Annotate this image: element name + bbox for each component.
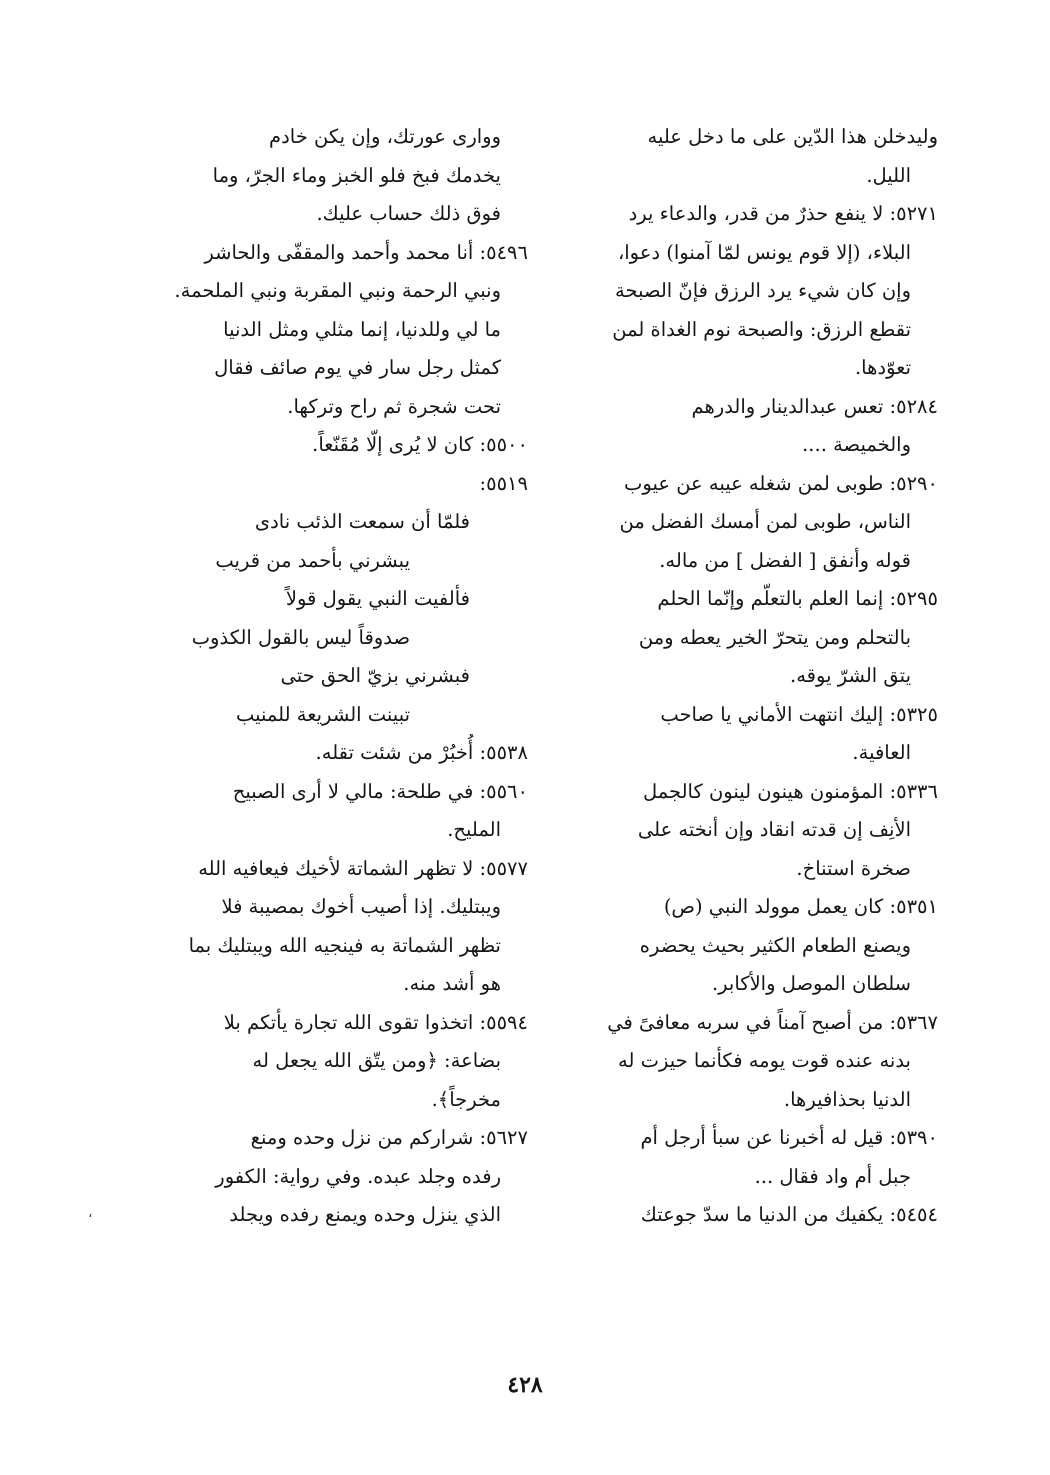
text-line: الليل. bbox=[866, 163, 911, 187]
text-line: ٥٦٢٧: شراركم من نزل وحده ومنع bbox=[250, 1126, 528, 1149]
text-line: ٥٣٢٥: إليك انتهت الأماني يا صاحب bbox=[660, 702, 938, 726]
text-line: ٥٢٨٤: تعس عبدالدينار والدرهم bbox=[691, 394, 938, 418]
text-line: وليدخلن هذا الدّين على ما دخل عليه bbox=[647, 125, 938, 148]
text-line: صخرة استناخ. bbox=[796, 856, 911, 880]
text-line: سلطان الموصل والأكابر. bbox=[711, 972, 911, 995]
text-line: تحت شجرة ثم راح وتركها. bbox=[287, 394, 501, 418]
text-line: ما لي وللدنيا، إنما مثلي ومثل الدنيا bbox=[223, 317, 501, 341]
text-line: ويبتليك. إذا أصيب أخوك بمصيبة فلا bbox=[221, 895, 501, 918]
text-line: ٥٥٧٧: لا تظهر الشماتة لأخيك فيعافيه الله bbox=[198, 856, 528, 880]
text-line: جبل أم واد فقال ... bbox=[754, 1164, 911, 1188]
text-line: ٥٤٥٤: يكفيك من الدنيا ما سدّ جوعتك bbox=[640, 1203, 938, 1226]
text-line: ٥٥٦٠: في طلحة: مالي لا أرى الصبيح bbox=[232, 779, 528, 803]
text-line: ونبي الرحمة ونبي المقربة ونبي الملحمة. bbox=[174, 279, 501, 302]
text-line: بضاعة: ﴿ومن يتّق الله يجعل له bbox=[252, 1049, 501, 1072]
text-line: الذي ينزل وحده ويمنع رفده ويجلد bbox=[229, 1203, 501, 1226]
poem-verse: فلمّا أن سمعت الذئب نادى bbox=[254, 510, 470, 533]
text-line: بدنه عنده قوت يومه فكأنما حيزت له bbox=[618, 1049, 911, 1072]
text-line: كمثل رجل سار في يوم صائف فقال bbox=[214, 356, 501, 379]
text-line: ٥٣٣٦: المؤمنون هينون لينون كالجمل bbox=[642, 779, 938, 803]
text-line: تظهر الشماتة به فينجيه الله ويبتليك بما bbox=[188, 933, 501, 957]
poem-verse: فبشرني بزيّ الحق حتى bbox=[280, 664, 470, 687]
text-line: الأنِف إن قدته انقاد وإن أنخته على bbox=[637, 818, 911, 841]
poem-verse: تبينت الشريعة للمنيب bbox=[235, 702, 410, 726]
poem-verse: فألفيت النبي يقول قولاً bbox=[285, 587, 470, 610]
text-line: ٥٢٧١: لا ينفع حذرٌ من قدر، والدعاء يرد bbox=[628, 202, 938, 225]
left-text-column bbox=[156, 118, 528, 1235]
text-line: قوله وأنفق [ الفضل ] من ماله. bbox=[659, 548, 911, 572]
text-line: يتق الشرّ يوقه. bbox=[790, 664, 911, 687]
text-line: مخرجاً﴾. bbox=[431, 1087, 501, 1111]
text-line: الناس، طوبى لمن أمسك الفضل من bbox=[619, 510, 911, 533]
page-number: ٤٢٨ bbox=[507, 1372, 543, 1398]
text-line: ٥٥١٩: bbox=[479, 471, 528, 495]
poem-verse: صدوقاً ليس بالقول الكذوب bbox=[191, 625, 410, 649]
text-line: ٥٣٩٠: قيل له أخبرنا عن سبأ أرجل أم bbox=[640, 1126, 938, 1149]
text-line: العافية. bbox=[852, 741, 911, 764]
text-line: ٥٥٣٨: أُخبُرْ من شئت تقله. bbox=[315, 741, 528, 764]
text-line: ٥٣٥١: كان يعمل موولد النبي (ص) bbox=[663, 895, 938, 918]
margin-mark: ، bbox=[88, 1205, 93, 1221]
poem-verse: يبشرني بأحمد من قريب bbox=[215, 548, 410, 572]
text-line: ٥٢٩٥: إنما العلم بالتعلّم وإنّما الحلم bbox=[657, 587, 938, 610]
text-line: تعوّدها. bbox=[854, 356, 911, 379]
text-line: يخدمك فبخ فلو الخبز وماء الجرّ، وما bbox=[212, 163, 501, 187]
text-line: ٥٥٠٠: كان لا يُرى إلّا مُقَنّعاً. bbox=[312, 433, 528, 456]
text-line: ٥٣٦٧: من أصبح آمناً في سربه معافىً في bbox=[607, 1010, 938, 1034]
text-line: رفده وجلد عبده. وفي رواية: الكفور bbox=[215, 1164, 501, 1188]
text-line: ٥٥٩٤: اتخذوا تقوى الله تجارة يأتكم بلا bbox=[223, 1010, 528, 1034]
text-line: فوق ذلك حساب عليك. bbox=[316, 202, 501, 225]
text-line: هو أشد منه. bbox=[403, 972, 501, 995]
text-line: والخميصة .... bbox=[802, 433, 911, 456]
text-line: بالتحلم ومن يتحرّ الخير يعطه ومن bbox=[638, 625, 911, 649]
text-line: المليح. bbox=[447, 818, 501, 841]
text-line: ٥٢٩٠: طوبى لمن شغله عيبه عن عيوب bbox=[624, 471, 938, 495]
text-line: وواری عورتك، وإن يكن خادم bbox=[269, 125, 501, 148]
text-line: ويصنع الطعام الكثير بحيث يحضره bbox=[639, 933, 911, 957]
right-text-column bbox=[566, 118, 938, 1235]
text-line: ٥٤٩٦: أنا محمد وأحمد والمقفّى والحاشر bbox=[204, 240, 528, 264]
text-line: البلاء، (إلا قوم يونس لمّا آمنوا) دعوا، bbox=[617, 240, 911, 264]
text-line: تقطع الرزق: والصبحة نوم الغداة لمن bbox=[612, 317, 911, 341]
text-line: الدنيا بحذافيرها. bbox=[783, 1087, 911, 1111]
text-line: وإن كان شيء يرد الرزق فإنّ الصبحة bbox=[615, 279, 911, 302]
